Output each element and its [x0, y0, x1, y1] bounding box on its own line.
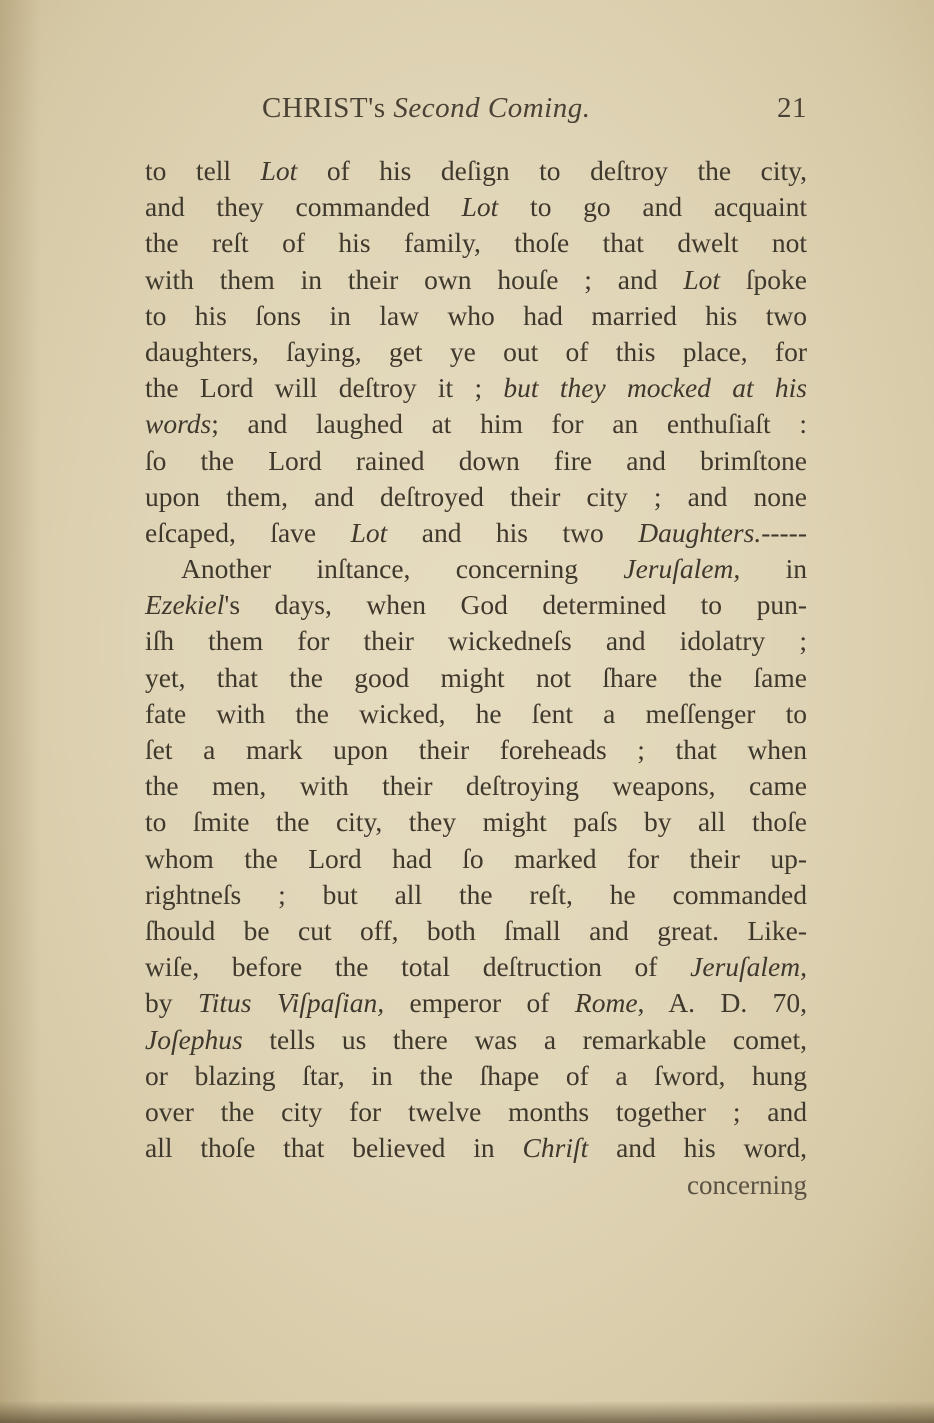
- text-line: [145, 985, 807, 1021]
- text-segment: daughters, ſaying, get ye out of this place, for: [145, 335, 807, 367]
- text-line: [145, 1058, 807, 1094]
- text-segment: over the city for twelve months together ; and: [145, 1095, 807, 1127]
- page-number: 21: [777, 92, 807, 124]
- text-segment: all thoſe that believed in: [145, 1132, 523, 1164]
- text-line: [145, 551, 807, 587]
- running-title: [262, 92, 590, 125]
- text-segment: -----: [761, 516, 807, 548]
- running-title-roman: CHRIST's: [262, 92, 394, 124]
- text-segment: yet, that the good might not ſhare the ſame: [145, 661, 807, 693]
- italic-text: Jeruſalem,: [690, 951, 807, 983]
- text-segment: to tell: [145, 155, 261, 186]
- text-segment: and his word,: [588, 1132, 808, 1164]
- text-segment: by: [145, 987, 198, 1019]
- text-segment: 's days, when God determined to pun-: [224, 589, 807, 621]
- text-line: [145, 841, 807, 877]
- body-text: [145, 153, 807, 1166]
- text-line: [145, 768, 807, 804]
- text-segment: in: [740, 553, 807, 585]
- text-line: [145, 479, 807, 515]
- text-segment: fate with the wicked, he ſent a meſſenger to: [145, 697, 807, 729]
- text-segment: of his deſign to deſtroy the city,: [297, 155, 807, 186]
- text-line: [145, 877, 807, 913]
- text-segment: ; and laughed at him for an enthuſiaſt :: [211, 408, 807, 440]
- italic-text: Lot: [260, 155, 298, 186]
- italic-text: words: [145, 408, 212, 440]
- text-line: [145, 660, 807, 696]
- italic-text: Daughters.: [638, 516, 762, 548]
- text-segment: the Lord will deſtroy it ;: [145, 372, 504, 404]
- text-segment: and they commanded: [145, 191, 462, 223]
- text-segment: with them in their own houſe ; and: [145, 263, 684, 295]
- text-segment: Another inſtance, concerning: [181, 553, 624, 585]
- text-line: [145, 913, 807, 949]
- italic-text: Rome: [574, 987, 638, 1019]
- text-segment: the reſt of his family, thoſe that dwelt not: [145, 227, 807, 259]
- text-line: [145, 1130, 807, 1166]
- text-segment: , A. D. 70,: [637, 987, 808, 1019]
- italic-text: Lot: [350, 516, 388, 548]
- text-line: [145, 1094, 807, 1130]
- running-title-italic: Second Coming.: [393, 92, 591, 124]
- italic-text: Joſephus: [145, 1023, 243, 1055]
- text-segment: to go and acquaint: [498, 191, 807, 223]
- text-line: [145, 370, 807, 406]
- italic-text: Ezekiel: [145, 589, 225, 621]
- text-line: [145, 623, 807, 659]
- text-line: [145, 298, 807, 334]
- text-segment: rightneſs ; but all the reſt, he commanded: [145, 878, 807, 910]
- italic-text: Lot: [461, 191, 499, 223]
- text-segment: iſh them for their wickedneſs and idolatry ;: [145, 625, 807, 657]
- text-segment: eſcaped, ſave: [145, 516, 351, 548]
- text-line: [145, 696, 807, 732]
- text-line: [145, 334, 807, 370]
- text-line: [145, 732, 807, 768]
- italic-text: Lot: [683, 263, 721, 295]
- text-line: [145, 406, 807, 442]
- text-line: [145, 225, 807, 261]
- italic-text: Jeruſalem,: [623, 553, 741, 585]
- text-line: [145, 949, 807, 985]
- running-head: [262, 92, 807, 136]
- text-segment: ſpoke: [720, 263, 807, 295]
- text-segment: the men, with their deſtroying weapons, came: [145, 770, 807, 802]
- text-segment: tells us there was a remarkable comet,: [242, 1023, 807, 1055]
- text-line: [145, 262, 807, 298]
- text-segment: emperor of: [384, 987, 575, 1019]
- text-line: [145, 189, 807, 225]
- text-segment: to his ſons in law who had married his two: [145, 299, 807, 331]
- text-segment: ſo the Lord rained down fire and brimſtone: [145, 444, 807, 476]
- text-line: [145, 515, 807, 551]
- catchword: concerning: [687, 1170, 807, 1200]
- text-line: [145, 804, 807, 840]
- italic-text: but they mocked at his: [503, 372, 807, 404]
- text-line: [145, 153, 807, 189]
- text-line: [145, 1022, 807, 1058]
- text-segment: upon them, and deſtroyed their city ; and none: [145, 480, 807, 512]
- text-segment: or blazing ſtar, in the ſhape of a ſword, hung: [145, 1059, 807, 1091]
- text-line: [145, 587, 807, 623]
- text-segment: ſhould be cut off, both ſmall and great. Like-: [145, 914, 807, 946]
- italic-text: Chriſt: [522, 1132, 589, 1164]
- text-segment: ſet a mark upon their foreheads ; that when: [145, 734, 807, 765]
- text-segment: wiſe, before the total deſtruction of: [145, 951, 691, 983]
- text-segment: and his two: [387, 516, 639, 548]
- italic-text: Titus Viſpaſian,: [197, 987, 385, 1019]
- text-line: [145, 443, 807, 479]
- text-segment: whom the Lord had ſo marked for their up-: [145, 842, 807, 874]
- text-segment: to ſmite the city, they might paſs by all thoſe: [145, 806, 807, 838]
